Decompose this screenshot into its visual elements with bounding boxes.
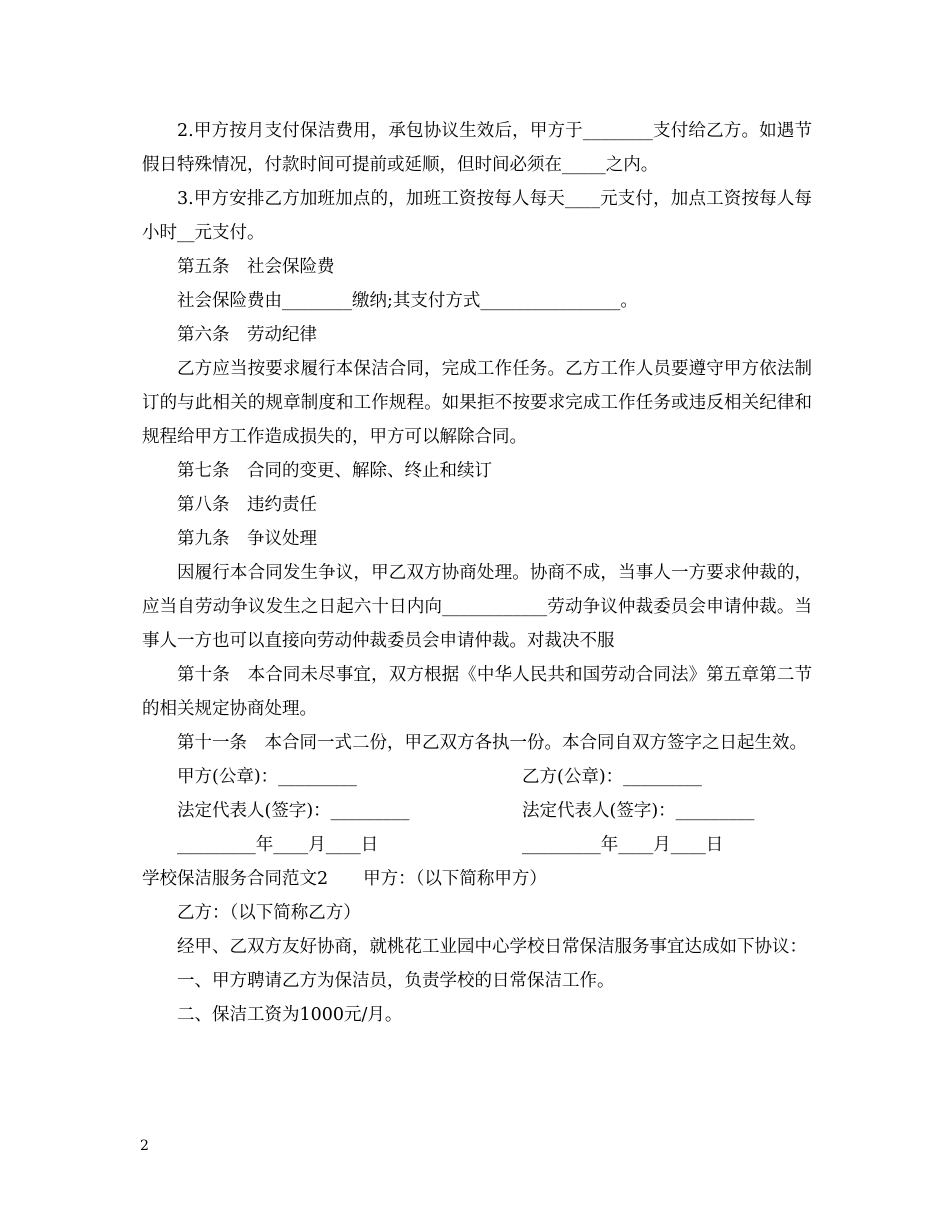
article-5-heading: 第五条 社会保险费 bbox=[177, 257, 335, 277]
clause-social-insurance: 社会保险费由________缴纳;其支付方式________________。 bbox=[177, 291, 638, 311]
article-7-heading: 第七条 合同的变更、解除、终止和续订 bbox=[177, 461, 492, 481]
clause-overtime-pay: 3.甲方安排乙方加班加点的，加班工资按每人每天____元支付，加点工资按每人每小时__元支付。 bbox=[142, 189, 812, 243]
party-a-seal-field: 甲方(公章)：_________ bbox=[177, 767, 357, 787]
article-8-heading: 第八条 违约责任 bbox=[177, 495, 317, 515]
second-contract-item-1: 一、甲方聘请乙方为保洁员，负责学校的日常保洁工作。 bbox=[177, 971, 615, 991]
clause-payment-schedule: 2.甲方按月支付保洁费用，承包协议生效后，甲方于________支付给乙方。如遇节假日特殊情况，付款时间可提前或延顺，但时间必须在_____之内。 bbox=[142, 121, 812, 175]
second-contract-party-b: 乙方：（以下简称乙方） bbox=[177, 903, 361, 923]
party-a-representative-field: 法定代表人(签字)：_________ bbox=[177, 801, 410, 821]
article-10: 第十条 本合同未尽事宜，双方根据《中华人民共和国劳动合同法》第五章第二节的相关规定协商处理。 bbox=[142, 665, 812, 719]
party-b-representative-field: 法定代表人(签字)：_________ bbox=[522, 801, 755, 821]
second-contract-title: 学校保洁服务合同范文2 甲方：（以下简称甲方） bbox=[142, 869, 547, 889]
signature-representative-row bbox=[142, 794, 812, 828]
signature-date-row bbox=[142, 828, 812, 862]
clause-labor-discipline: 乙方应当按要求履行本保洁合同，完成工作任务。乙方工作人员要遵守甲方依法制订的与此相关的规章制度和工作规程。如果拒不按要求完成工作任务或违反相关纪律和规程给甲方工作造成损失的，甲方可以解除合同。 bbox=[142, 359, 812, 447]
article-6-heading: 第六条 劳动纪律 bbox=[177, 325, 317, 345]
second-contract-item-2: 二、保洁工资为1000元/月。 bbox=[177, 1005, 403, 1025]
party-a-date-field: _________年____月____日 bbox=[177, 835, 379, 855]
page-number: 2 bbox=[140, 1138, 149, 1154]
document-body bbox=[142, 114, 812, 1032]
party-b-date-field: _________年____月____日 bbox=[522, 835, 724, 855]
party-b-seal-field: 乙方(公章)：_________ bbox=[522, 767, 702, 787]
second-contract-preamble: 经甲、乙双方友好协商，就桃花工业园中心学校日常保洁服务事宜达成如下协议： bbox=[177, 937, 807, 957]
signature-seal-row bbox=[142, 760, 812, 794]
article-11: 第十一条 本合同一式二份，甲乙双方各执一份。本合同自双方签字之日起生效。 bbox=[177, 733, 807, 753]
clause-dispute-resolution: 因履行本合同发生争议，甲乙双方协商处理。协商不成，当事人一方要求仲裁的，应当自劳动争议发生之日起六十日内向____________劳动争议仲裁委员会申请仲裁。当事人一方也可以直接向劳动仲裁委员会申请仲裁。对裁决不服 bbox=[142, 563, 812, 651]
article-9-heading: 第九条 争议处理 bbox=[177, 529, 317, 549]
